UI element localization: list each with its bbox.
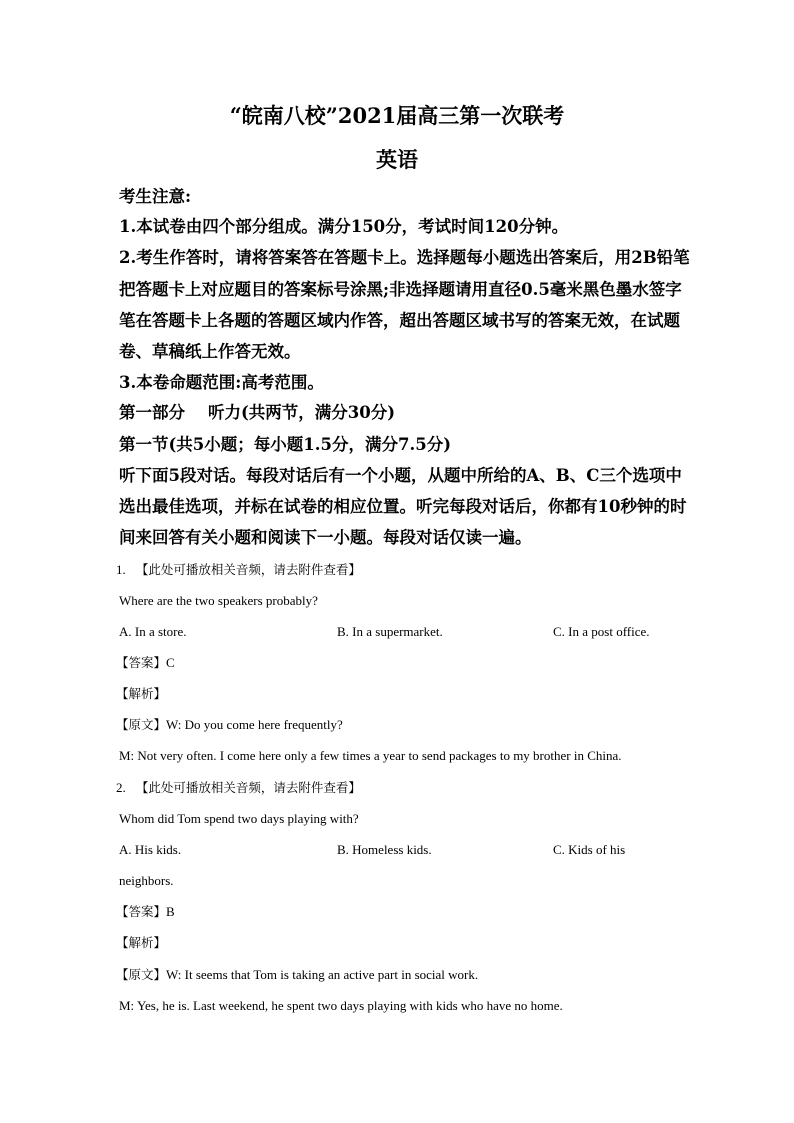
subject-title: 英语 <box>376 147 418 172</box>
question-2-option-c-wrap: neighbors. <box>119 873 174 888</box>
question-2-number: 2. <box>116 780 126 795</box>
question-1-analysis <box>116 685 166 704</box>
transcript-label: 【原文】 <box>116 717 167 732</box>
question-1-stem: Where are the two speakers probably? <box>119 593 318 608</box>
question-2-transcript-line-2: M: Yes, he is. Last weekend, he spent two days playing with kids who have no home. <box>119 998 563 1013</box>
question-1-audio-link[interactable]: 【此处可播放相关音频，请去附件查看】 <box>135 562 361 577</box>
question-1-header <box>116 561 361 580</box>
question-1-option-b: B. In a supermarket. <box>337 624 443 639</box>
notice-item-2-line-4: 卷、草稿纸上作答无效。 <box>119 342 301 361</box>
notice-item-3: 3.本卷命题范围:高考范围。 <box>119 373 324 392</box>
listening-instructions-line-2: 选出最佳选项，并标在试卷的相应位置。听完每段对话后，你都有10秒钟的时 <box>119 497 687 516</box>
section1-heading: 第一节(共5小题；每小题1.5分，满分7.5分) <box>119 435 452 454</box>
question-1-option-a: A. In a store. <box>119 624 187 639</box>
notice-item-1: 1.本试卷由四个部分组成。满分150分，考试时间120分钟。 <box>119 217 569 236</box>
question-1-answer <box>116 654 175 673</box>
notice-item-2-line-1: 2.考生作答时，请将答案答在答题卡上。选择题每小题选出答案后，用2B铅笔 <box>119 248 690 267</box>
question-2-audio-link[interactable]: 【此处可播放相关音频，请去附件查看】 <box>135 780 361 795</box>
exam-title: “皖南八校”2021届高三第一次联考 <box>229 103 565 128</box>
notice-heading: 考生注意: <box>119 187 192 206</box>
analysis-label: 【解析】 <box>116 686 167 701</box>
question-2-transcript <box>116 966 478 985</box>
notice-item-2-line-2: 把答题卡上对应题目的答案标号涂黑;非选择题请用直径0.5毫米黑色墨水签字 <box>119 280 682 299</box>
question-1-option-c: C. In a post office. <box>553 624 650 639</box>
question-2-option-a: A. His kids. <box>119 842 182 857</box>
question-2-answer <box>116 903 175 922</box>
question-2-stem: Whom did Tom spend two days playing with? <box>119 811 359 826</box>
question-2-option-b: B. Homeless kids. <box>337 842 432 857</box>
notice-item-2-line-3: 笔在答题卡上各题的答题区域内作答，超出答题区域书写的答案无效，在试题 <box>119 311 680 330</box>
answer-label: 【答案】 <box>116 655 167 670</box>
transcript-line: W: Do you come here frequently? <box>166 717 343 732</box>
question-2-analysis <box>116 934 166 953</box>
listening-instructions-line-1: 听下面5段对话。每段对话后有一个小题，从题中所给的A、B、C三个选项中 <box>119 466 682 485</box>
answer-label: 【答案】 <box>116 904 167 919</box>
answer-value: C <box>166 655 175 670</box>
question-1-transcript <box>116 716 343 735</box>
listening-instructions-line-3: 间来回答有关小题和阅读下一小题。每段对话仅读一遍。 <box>119 528 532 547</box>
question-1-number: 1. <box>116 562 126 577</box>
question-2-header <box>116 779 361 798</box>
question-2-option-c: C. Kids of his <box>553 842 626 857</box>
analysis-label: 【解析】 <box>116 935 167 950</box>
answer-value: B <box>166 904 175 919</box>
transcript-line: W: It seems that Tom is taking an active part in social work. <box>166 967 479 982</box>
part1-heading: 第一部分 听力(共两节，满分30分) <box>119 403 396 422</box>
question-1-transcript-line-2: M: Not very often. I come here only a few times a year to send packages to my brother in China. <box>119 748 622 763</box>
transcript-label: 【原文】 <box>116 967 167 982</box>
